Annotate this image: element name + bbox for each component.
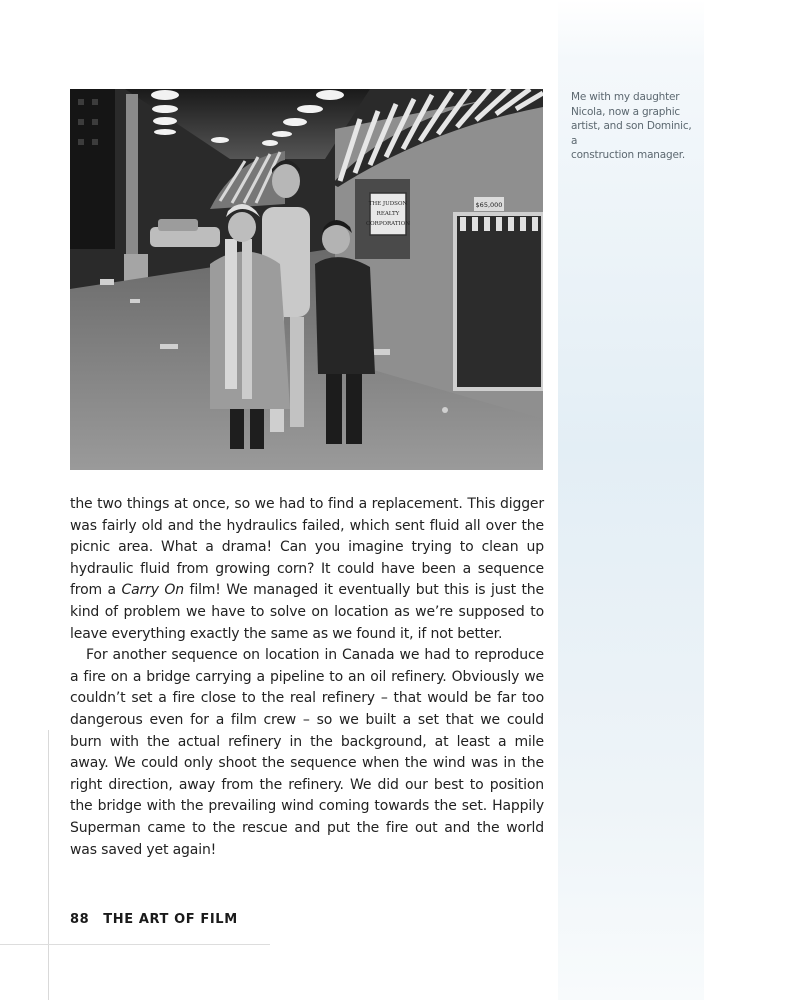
body-text-run: film! We managed it eventually but this is just the kind of problem we have to solve on location as we’re supposed to leave everything exactly the same as we found it, if not better. — [70, 582, 544, 642]
page-number: 88 — [70, 912, 90, 927]
body-paragraph — [70, 494, 544, 645]
folio — [70, 912, 238, 927]
price-tag: $65,000 — [475, 201, 503, 209]
film-title: Carry On — [121, 582, 185, 599]
body-text-run: the two things at once, so we had to find a replacement. This digger was fairly old and the hydraulics failed, which sent fluid all over the picnic area. What a drama! Can you imagine trying to clean up hydraulic fluid from growing corn? It could have been a sequence from a — [70, 496, 544, 599]
body-paragraph: For another sequence on location in Canada we had to reproduce a fire on a bridge carrying a pipeline to an oil refinery. Obviously we couldn’t set a fire close to the real refinery – that would be far too dangerous even for a film crew – so we built a set that we could burn with the actual refinery in the background, at least a mile away. We could only shoot the sequence when the wind was in the right direction, away from the refinery. We did our best to position the bridge with the prevailing wind coming towards the set. Happily Superman came to the rescue and put the fire out and the world was saved yet again! — [70, 647, 544, 858]
section-title: THE ART OF FILM — [103, 912, 238, 927]
photo-caption — [571, 90, 699, 163]
sign-line: REALTY — [376, 211, 400, 217]
caption-line: construction manager. — [571, 149, 686, 161]
family-photo — [70, 89, 543, 470]
caption-line: Me with my daughter — [571, 91, 680, 103]
body-text — [70, 494, 544, 861]
page-edge-line — [48, 730, 49, 1000]
footer-rule — [0, 944, 270, 945]
caption-line: Nicola, now a graphic — [571, 105, 680, 118]
caption-line: artist, and son Dominic, a — [571, 120, 692, 147]
sign-line: CORPORATION — [365, 221, 411, 227]
sign-line: THE JUDSON — [368, 201, 408, 207]
